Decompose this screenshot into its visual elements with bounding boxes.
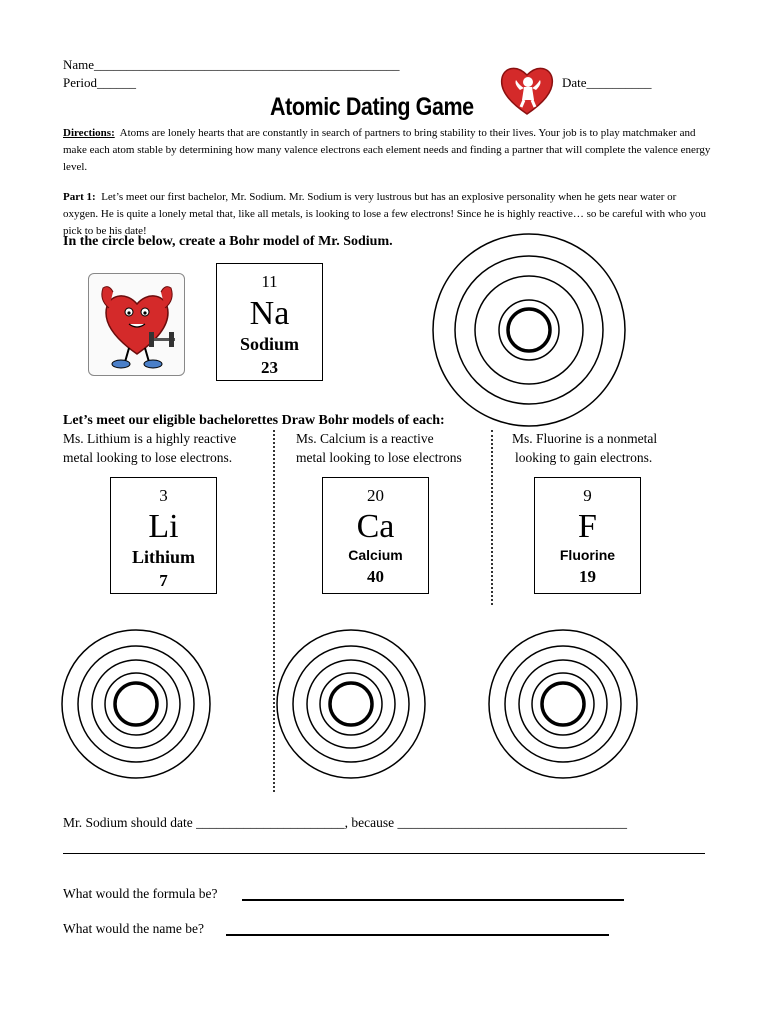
directions-paragraph bbox=[63, 125, 713, 176]
name-prompt: What would the name be? bbox=[63, 921, 204, 936]
answer-line[interactable] bbox=[63, 853, 705, 854]
sodium-element-card bbox=[216, 263, 323, 381]
atomic-mass: 23 bbox=[261, 358, 278, 377]
atomic-number: 20 bbox=[367, 486, 384, 505]
sodium-bohr-diagram[interactable] bbox=[422, 232, 636, 428]
atomic-mass: 19 bbox=[579, 567, 596, 586]
element-name: Sodium bbox=[239, 334, 300, 354]
part1-instruction: In the circle below, create a Bohr model of Mr. Sodium. bbox=[63, 234, 393, 249]
atomic-number: 11 bbox=[261, 272, 278, 291]
bachelorettes-heading: Let’s meet our eligible bachelorettes Draw Bohr models of each: bbox=[63, 413, 445, 428]
fluorine-description-2: looking to gain electrons. bbox=[515, 450, 653, 465]
formula-prompt: What would the formula be? bbox=[63, 886, 218, 901]
lithium-bohr-diagram[interactable] bbox=[60, 606, 212, 802]
fluorine-bohr-diagram[interactable] bbox=[487, 606, 639, 802]
directions-text: Atoms are lonely hearts that are constantly in search of partners to bring stability to their lives. Your job is to play matchmaker and make each atom stable by determining how many valence electrons each element needs and finding a partner that will complete the valence energy level. bbox=[63, 127, 711, 173]
calcium-description-2: metal looking to lose electrons bbox=[296, 450, 462, 465]
fluorine-description-1: Ms. Fluorine is a nonmetal bbox=[512, 431, 658, 446]
date-field-label: Date__________ bbox=[562, 75, 652, 90]
formula-answer-line[interactable] bbox=[242, 899, 624, 901]
heart-weightlifter-icon bbox=[88, 273, 185, 376]
atomic-mass: 40 bbox=[367, 567, 384, 586]
cupid-heart-icon bbox=[498, 60, 556, 118]
name-field-label: Name_______________________________________________ bbox=[63, 57, 400, 72]
directions-label: Directions: bbox=[63, 127, 115, 139]
lithium-element-card bbox=[110, 477, 217, 594]
element-symbol: Ca bbox=[356, 508, 395, 545]
atomic-number: 9 bbox=[583, 486, 592, 505]
lithium-description-1: Ms. Lithium is a highly reactive bbox=[63, 431, 237, 446]
calcium-description-1: Ms. Calcium is a reactive bbox=[296, 431, 434, 446]
calcium-element-card bbox=[322, 477, 429, 594]
element-symbol: Li bbox=[148, 508, 179, 545]
element-symbol: Na bbox=[249, 295, 290, 332]
part1-label: Part 1: bbox=[63, 191, 96, 203]
atomic-mass: 7 bbox=[159, 571, 168, 590]
column-divider bbox=[491, 430, 493, 605]
fluorine-element-card bbox=[534, 477, 641, 594]
element-name: Calcium bbox=[348, 547, 403, 563]
part1-text: Let’s meet our first bachelor, Mr. Sodium. Mr. Sodium is very lustrous but has an explosive personality when he gets near water or oxygen. He is quite a lonely metal that, like all metals, is looking to lose a few electrons! Since he is highly reactive… so be careful with who you pick to be his date! bbox=[63, 191, 707, 237]
element-symbol: F bbox=[578, 508, 597, 545]
name-answer-line[interactable] bbox=[226, 934, 609, 936]
date-choice-prompt[interactable]: Mr. Sodium should date ______________________, because __________________________________ bbox=[63, 815, 627, 830]
page-title: Atomic Dating Game bbox=[270, 93, 474, 121]
atomic-number: 3 bbox=[159, 486, 168, 505]
calcium-bohr-diagram[interactable] bbox=[275, 606, 427, 802]
element-name: Lithium bbox=[131, 547, 196, 567]
period-field-label: Period______ bbox=[63, 75, 136, 90]
lithium-description-2: metal looking to lose electrons. bbox=[63, 450, 233, 465]
element-name: Fluorine bbox=[559, 547, 616, 563]
